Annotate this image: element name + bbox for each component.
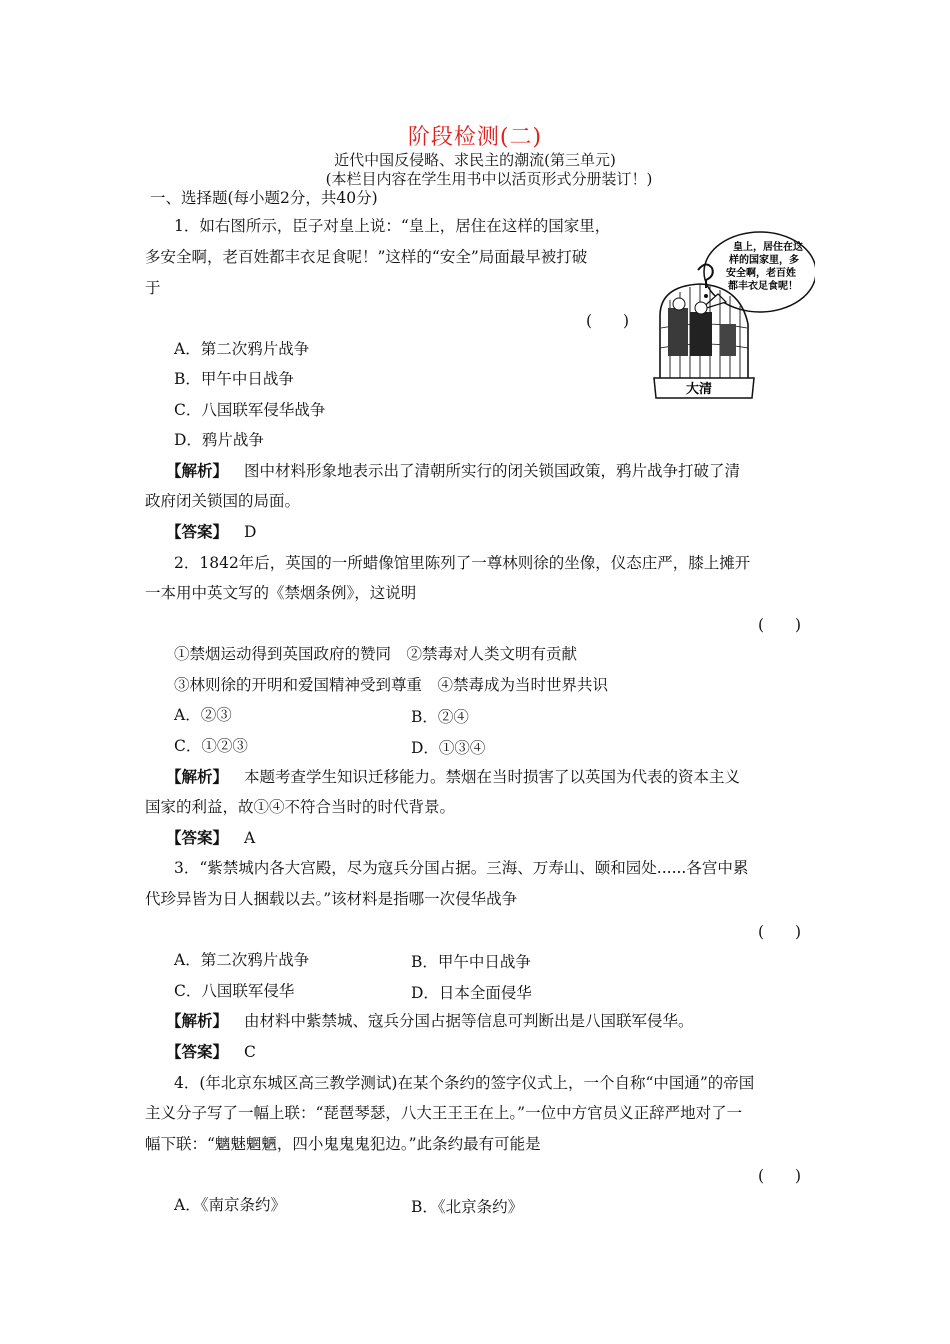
- q2-statement: ③林则徐的开明和爱国精神受到尊重 ④禁毒成为当时世界共识: [174, 676, 609, 694]
- q1-option: A．第二次鸦片战争: [174, 340, 310, 358]
- analysis-label: 【解析】: [166, 461, 229, 480]
- q2-option: D．①③④: [411, 739, 486, 757]
- analysis-text: 由材料中紫禁城、寇兵分国占据等信息可判断出是八国联军侵华。: [244, 1012, 694, 1030]
- q3-option: B．甲午中日战争: [411, 953, 531, 971]
- analysis-label: 【解析】: [166, 767, 229, 786]
- q2-option: B．②④: [411, 708, 469, 726]
- q3-option: C．八国联军侵华: [174, 982, 295, 1000]
- q1-answer: [166, 522, 256, 542]
- section-heading: 一、选择题(每小题2分，共40分): [150, 189, 378, 207]
- q3-answer: [166, 1042, 256, 1062]
- q2-stem-line: 2．1842年后，英国的一所蜡像馆里陈列了一尊林则徐的坐像，仪态庄严，膝上摊开: [174, 554, 751, 572]
- q2-option: A．②③: [174, 706, 232, 724]
- q2-analysis-cont: 国家的利益，故①④不符合当时的时代背景。: [145, 798, 456, 816]
- q3-stem-line: 3．“紫禁城内各大宫殿，尽为寇兵分国占据。三海、万寿山、颐和园处......各宫中累: [174, 859, 749, 877]
- q1-analysis-cont: 政府闭关锁国的局面。: [145, 492, 301, 510]
- q4-option: A．《南京条约》: [174, 1196, 286, 1214]
- q2-statement: ①禁烟运动得到英国政府的赞同 ②禁毒对人类文明有贡献: [174, 645, 578, 663]
- q4-stem-line: 幅下联：“魑魅魍魉，四小鬼鬼鬼犯边。”此条约最有可能是: [145, 1135, 541, 1153]
- analysis-text: 本题考查学生知识迁移能力。禁烟在当时损害了以英国为代表的资本主义: [244, 768, 741, 786]
- speech-text: 皇上，居住在这: [733, 242, 803, 253]
- q4-stem-line: 主义分子写了一幅上联：“琵琶琴瑟，八大王王王在上。”一位中方官员义正辞严地对了一: [145, 1104, 743, 1122]
- q4-option: B．《北京条约》: [411, 1198, 524, 1216]
- q2-option: C．①②③: [174, 737, 248, 755]
- q1-option: B．甲午中日战争: [174, 370, 294, 388]
- answer-blank: ( ): [586, 312, 630, 330]
- answer-blank: ( ): [758, 616, 802, 634]
- speech-text: 都丰衣足食呢！: [728, 281, 798, 292]
- answer-label: 【答案】: [166, 1042, 229, 1061]
- page-subtitle: 近代中国反侵略、求民主的潮流(第三单元): [334, 151, 616, 169]
- q3-analysis: [166, 1011, 694, 1031]
- analysis-text: 图中材料形象地表示出了清朝所实行的闭关锁国政策，鸦片战争打破了清: [244, 462, 741, 480]
- q1-stem-line: 多安全啊，老百姓都丰衣足食呢！”这样的“安全”局面最早被打破: [145, 248, 588, 266]
- answer-value: A: [244, 829, 256, 847]
- q1-option: C．八国联军侵华战争: [174, 401, 326, 419]
- birdcage-cartoon-illustration: [640, 228, 815, 400]
- q2-analysis: [166, 767, 740, 787]
- answer-label: 【答案】: [166, 522, 229, 541]
- q3-option: A．第二次鸦片战争: [174, 951, 310, 969]
- answer-label: 【答案】: [166, 828, 229, 847]
- speech-text: 安全啊，老百姓: [726, 268, 796, 279]
- q1-stem-line: 1．如右图所示，臣子对皇上说：“皇上，居住在这样的国家里，: [174, 217, 611, 235]
- q2-stem-line: 一本用中英文写的《禁烟条例》，这说明: [145, 584, 417, 602]
- speech-text: 样的国家里，多: [729, 255, 799, 266]
- answer-blank: ( ): [758, 1167, 802, 1185]
- page-title: 阶段检测(二): [407, 125, 543, 150]
- q4-stem-line: 4．(年北京东城区高三教学测试)在某个条约的签字仪式上，一个自称“中国通”的帝国: [174, 1074, 755, 1092]
- analysis-label: 【解析】: [166, 1011, 229, 1030]
- q1-analysis: [166, 461, 740, 481]
- q1-option: D．鸦片战争: [174, 431, 264, 449]
- q1-stem-line: 于: [145, 279, 161, 297]
- banner-text: 大清: [686, 382, 713, 397]
- answer-value: D: [244, 523, 257, 541]
- q3-stem-line: 代珍异皆为日人捆载以去。”该材料是指哪一次侵华战争: [145, 890, 518, 908]
- q3-option: D．日本全面侵华: [411, 984, 532, 1002]
- answer-value: C: [244, 1043, 256, 1061]
- answer-blank: ( ): [758, 923, 802, 941]
- page-note: (本栏目内容在学生用书中以活页形式分册装订！): [325, 170, 653, 188]
- q2-answer: [166, 828, 255, 848]
